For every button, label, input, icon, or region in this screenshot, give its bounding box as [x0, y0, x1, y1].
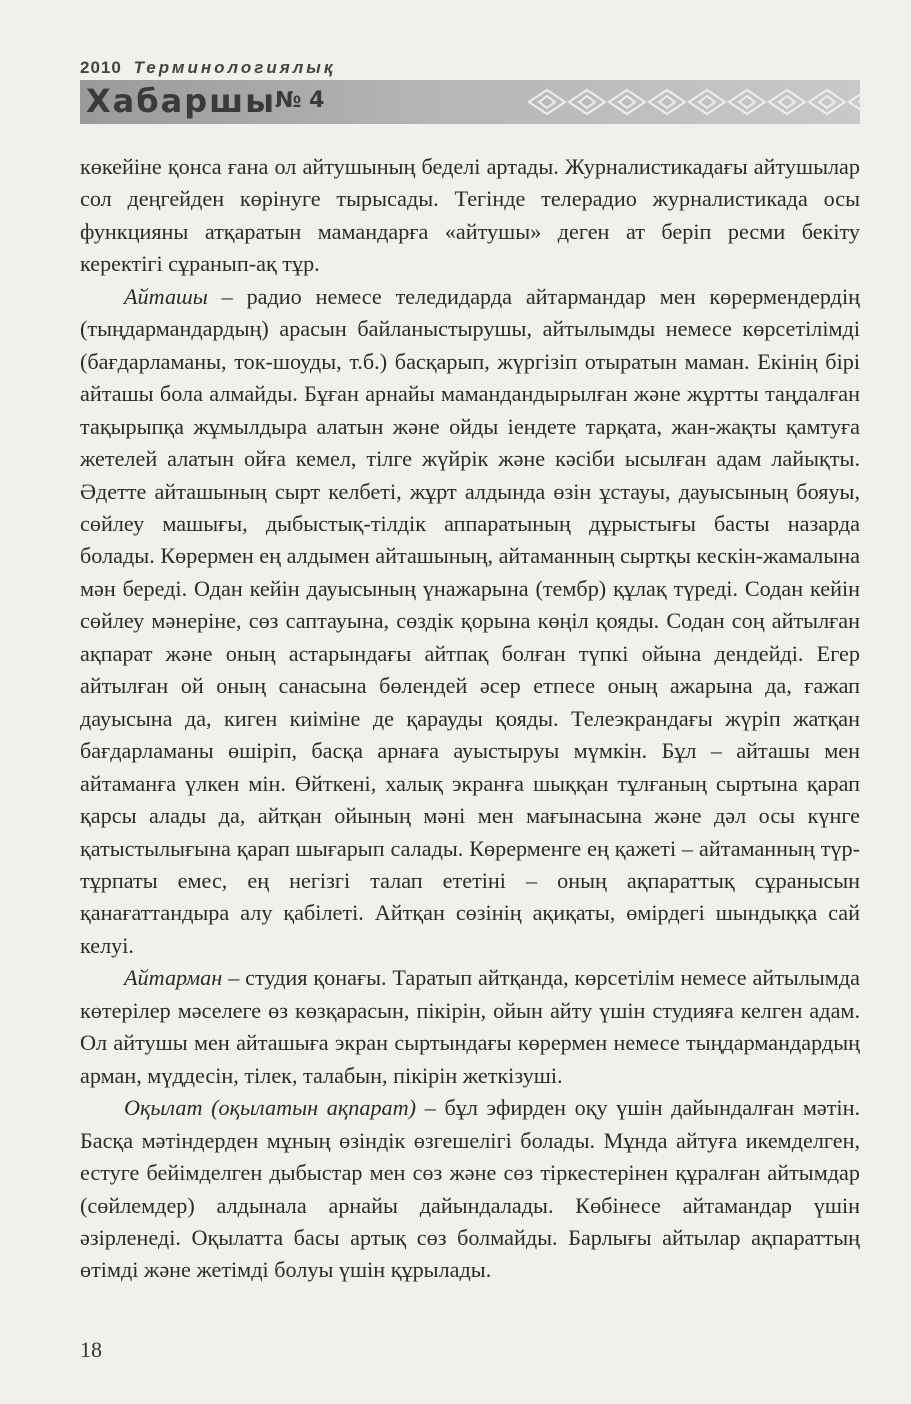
article-body [80, 151, 860, 1287]
title-banner [80, 80, 860, 124]
header-year: 2010 [80, 58, 122, 77]
paragraph-text: көкейіне қонса ғана ол айтушының беделі артады. Журналистикадағы айтушылар сол деңгейден көрінуге тырысады. Тегінде телерадио журналистикада осы функцияны атқаратын мамандарға «айтушы» деген ат беріп ресми бекіту керектігі сұранып-ақ тұр. [80, 154, 860, 277]
diamond-chain-ornament-icon [525, 86, 890, 118]
paragraph-continuation [80, 151, 860, 281]
page-number: 18 [80, 1337, 102, 1362]
term-oqylat: Оқылат (оқылатын ақпарат) [124, 1095, 417, 1121]
paragraph-oqylat [80, 1092, 860, 1287]
paragraph-text: – бұл эфирден оқу үшін дайындалған мәтін. Басқа мәтіндерден мұның өзіндік өзгешелігі болады. Мұнда айтуға икемделген, естуге бейімделген дыбыстар мен сөз және сөз тіркестерінен құралған айтымдар (сөйлемдер) алдынала арнайы дайындалады. Көбінесе айтамандар үшін әзірленеді. Оқылатта басы артық сөз болмайды. Барлығы айтылар ақпараттың өтімді және жетімді болуы үшін құрылады. [80, 1095, 861, 1283]
paragraph-text: – радио немесе теледидарда айтармандар мен көрермендердің (тыңдармандардың) арасын байланыстырушы, айтылымды немесе көрсетілімді (бағдарламаны, ток-шоуды, т.б.) басқарып, жүргізіп отыратын маман. Екінің бірі айташы бола алмайды. Бұған арнайы мамандандырылған және жұртты таңдалған тақырыпқа жұмылдыра алатын және ойды іендете тарқата, жан-жақты қамтуға жетелей алатын ойға кемел, тілге жүйрік және кәсіби ысылған адам лайықты. Әдетте айташының сырт келбеті, жұрт алдында өзін ұстауы, дауысының бояуы, сөйлеу машығы, дыбыстық-тілдік аппаратының дұрыстығы басты назарда болады. Көрермен ең алдымен айташының, айтаманның сыртқы кескін-жамалына мән береді. Одан кейін дауысының үнажарына (тембр) құлақ түреді. Содан кейін сөйлеу мәнеріне, сөз саптауына, сөздік қорына көңіл қояды. Содан соң айтылған ақпарат және оның астарындағы айтпақ болған түпкі ойына дендейді. Егер айтылған ой оның санасына бөлендей әсер етпесе оның ажарына да, ғажап дауысына да, киген киіміне де қарауды қояды. Телеэкрандағы жүріп жатқан бағдарламаны өшіріп, басқа арнаға ауыстыруы мүмкін. Бұл – айташы мен айтаманға үлкен мін. Өйткені, халық экранға шыққан тұлғаның сыртына қарап қарсы алады да, айтқан ойының мәні мен мағынасына және дәл осы күнге қатыстылығына қарап шығарып салады. Көрерменге ең қажеті – айтаманның түр-тұрпаты емес, ең негізгі талап ететіні – оның ақпараттық сұранысын қанағаттандыра алу қабілеті. Айтқан сөзінің ақиқаты, өмірдегі шындыққа сай келуі. [80, 283, 860, 958]
paragraph-aitashy [80, 281, 860, 963]
header-subtitle: Терминологиялық [133, 58, 336, 77]
paragraph-text: – студия қонағы. Таратып айтқанда, көрсетілім немесе айтылымда көтерілер мәселеге өз көзқарасын, пікірін, ойын айту үшін студияға келген адам. Ол айтушы мен айташыға экран сыртындағы көрермен немесе тыңдармандардың арман, мүддесін, тілек, талабын, пікірін жеткізуші. [80, 965, 860, 1088]
issue-number: № 4 [275, 88, 325, 113]
journal-title: Хабаршы [86, 82, 277, 120]
term-aitarman: Айтарман [124, 965, 223, 991]
journal-header [80, 58, 335, 78]
paragraph-aitarman [80, 962, 860, 1092]
term-aitashy: Айташы [124, 283, 208, 309]
